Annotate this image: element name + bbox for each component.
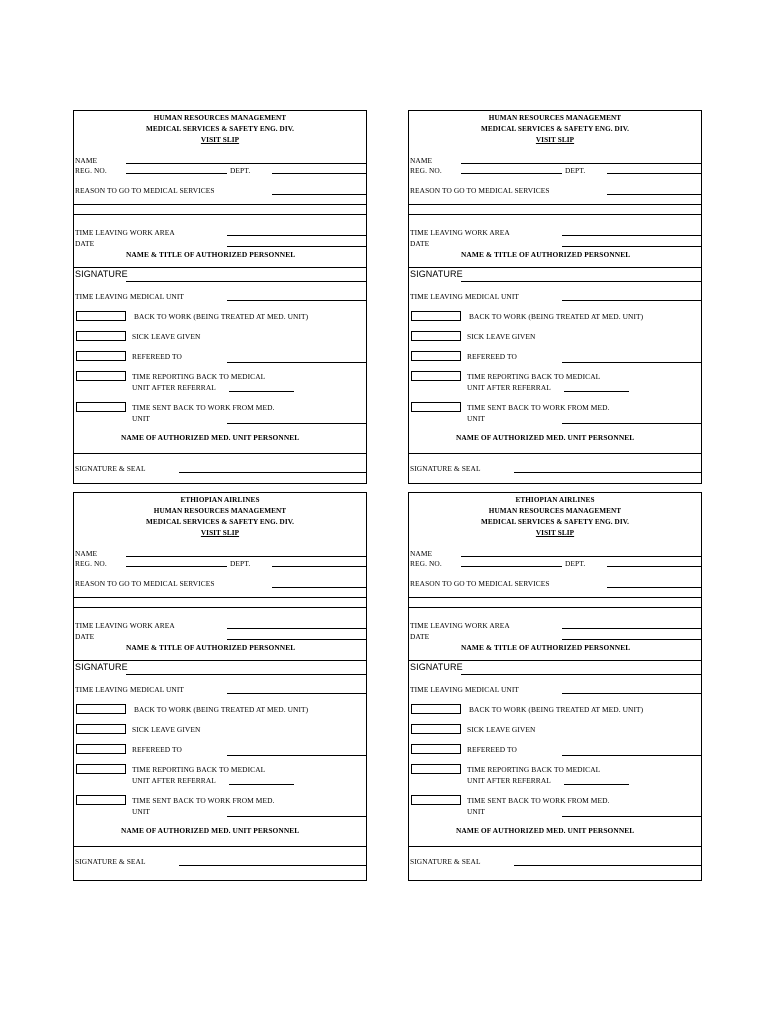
dept-label: DEPT.	[230, 166, 251, 175]
signature-seal-label: SIGNATURE & SEAL	[75, 464, 146, 473]
med-unit-personnel-field[interactable]	[74, 453, 366, 454]
date-label: DATE	[75, 239, 95, 248]
reason-line-2[interactable]	[74, 597, 366, 598]
signature-seal-field[interactable]	[514, 472, 701, 473]
reg-no-label: REG. NO.	[410, 166, 442, 175]
back-to-work-label: BACK TO WORK (BEING TREATED AT MED. UNIT)	[469, 705, 644, 714]
department-title: MEDICAL SERVICES & SAFETY ENG. DIV.	[480, 125, 630, 133]
dept-label: DEPT.	[565, 166, 586, 175]
signature-seal-field[interactable]	[179, 865, 366, 866]
time-reporting-label: TIME REPORTING BACK TO MEDICAL	[132, 372, 266, 381]
authorized-personnel-label: NAME & TITLE OF AUTHORIZED PERSONNEL	[126, 250, 296, 259]
time-sent-label: TIME SENT BACK TO WORK FROM MED.	[467, 796, 610, 805]
signature-seal-label: SIGNATURE & SEAL	[75, 857, 146, 866]
time-sent-checkbox[interactable]	[411, 795, 461, 805]
signature-label: SIGNATURE	[75, 269, 128, 279]
time-sent-label-2: UNIT	[467, 414, 486, 423]
time-sent-checkbox[interactable]	[76, 402, 126, 412]
med-unit-personnel-label: NAME OF AUTHORIZED MED. UNIT PERSONNEL	[456, 826, 635, 835]
date-field[interactable]	[227, 639, 366, 640]
division-title: HUMAN RESOURCES MANAGEMENT	[153, 507, 287, 515]
name-field[interactable]	[126, 163, 366, 164]
back-to-work-label: BACK TO WORK (BEING TREATED AT MED. UNIT)	[134, 312, 309, 321]
back-to-work-checkbox[interactable]	[76, 311, 126, 321]
visit-slip-top-left	[73, 110, 367, 484]
visit-slip-bottom-left	[73, 492, 367, 881]
referred-to-label: REFEREED TO	[132, 352, 182, 361]
reason-line-3[interactable]	[409, 214, 701, 215]
reason-line-2[interactable]	[74, 204, 366, 205]
authorized-personnel-field[interactable]	[74, 267, 366, 268]
reg-no-field[interactable]	[126, 566, 227, 567]
signature-label: SIGNATURE	[410, 662, 463, 672]
time-leaving-work-field[interactable]	[562, 628, 701, 629]
date-field[interactable]	[562, 639, 701, 640]
dept-field[interactable]	[272, 173, 366, 174]
date-label: DATE	[75, 632, 95, 641]
authorized-personnel-field[interactable]	[74, 660, 366, 661]
reg-no-label: REG. NO.	[75, 559, 107, 568]
time-reporting-field[interactable]	[229, 784, 294, 785]
authorized-personnel-field[interactable]	[409, 267, 701, 268]
authorized-personnel-label: NAME & TITLE OF AUTHORIZED PERSONNEL	[461, 643, 631, 652]
time-reporting-label-2: UNIT AFTER REFERRAL	[467, 383, 551, 392]
dept-label: DEPT.	[230, 559, 251, 568]
sick-leave-checkbox[interactable]	[411, 331, 461, 341]
department-title: MEDICAL SERVICES & SAFETY ENG. DIV.	[480, 518, 630, 526]
sick-leave-label: SICK LEAVE GIVEN	[132, 332, 201, 341]
referred-to-label: REFEREED TO	[467, 352, 517, 361]
time-leaving-medical-field[interactable]	[227, 693, 366, 694]
signature-field[interactable]	[461, 674, 701, 675]
time-leaving-work-field[interactable]	[227, 235, 366, 236]
dept-field[interactable]	[272, 566, 366, 567]
time-leaving-work-label: TIME LEAVING WORK AREA	[410, 228, 510, 237]
visit-slip-top-right	[408, 110, 702, 484]
time-reporting-checkbox[interactable]	[76, 764, 126, 774]
form-title: VISIT SLIP	[200, 529, 240, 537]
name-field[interactable]	[461, 556, 701, 557]
time-leaving-work-label: TIME LEAVING WORK AREA	[410, 621, 510, 630]
form-title: VISIT SLIP	[200, 136, 240, 144]
time-reporting-field[interactable]	[564, 784, 629, 785]
referred-to-field[interactable]	[227, 755, 366, 756]
visit-slip-bottom-right	[408, 492, 702, 881]
time-leaving-medical-label: TIME LEAVING MEDICAL UNIT	[410, 292, 520, 301]
signature-seal-label: SIGNATURE & SEAL	[410, 464, 481, 473]
referred-to-checkbox[interactable]	[76, 351, 126, 361]
signature-seal-field[interactable]	[179, 472, 366, 473]
reason-label: REASON TO GO TO MEDICAL SERVICES	[75, 186, 215, 195]
back-to-work-checkbox[interactable]	[411, 704, 461, 714]
reason-field[interactable]	[607, 587, 701, 588]
med-unit-personnel-field[interactable]	[409, 453, 701, 454]
time-leaving-work-label: TIME LEAVING WORK AREA	[75, 621, 175, 630]
date-field[interactable]	[562, 246, 701, 247]
name-label: NAME	[75, 549, 98, 558]
referred-to-checkbox[interactable]	[411, 744, 461, 754]
time-sent-label-2: UNIT	[132, 807, 151, 816]
time-reporting-label-2: UNIT AFTER REFERRAL	[132, 776, 216, 785]
time-sent-checkbox[interactable]	[76, 795, 126, 805]
time-sent-label: TIME SENT BACK TO WORK FROM MED.	[132, 403, 275, 412]
sick-leave-label: SICK LEAVE GIVEN	[467, 332, 536, 341]
referred-to-checkbox[interactable]	[411, 351, 461, 361]
time-reporting-field[interactable]	[564, 391, 629, 392]
reason-field[interactable]	[272, 587, 366, 588]
reason-line-3[interactable]	[74, 214, 366, 215]
time-sent-label-2: UNIT	[132, 414, 151, 423]
dept-label: DEPT.	[565, 559, 586, 568]
division-title: HUMAN RESOURCES MANAGEMENT	[153, 114, 287, 122]
company-name: ETHIOPIAN AIRLINES	[515, 496, 595, 504]
referred-to-label: REFEREED TO	[467, 745, 517, 754]
med-unit-personnel-label: NAME OF AUTHORIZED MED. UNIT PERSONNEL	[456, 433, 635, 442]
reg-no-field[interactable]	[461, 173, 562, 174]
signature-field[interactable]	[126, 674, 366, 675]
time-leaving-medical-field[interactable]	[227, 300, 366, 301]
referred-to-field[interactable]	[562, 755, 701, 756]
authorized-personnel-field[interactable]	[409, 660, 701, 661]
reg-no-field[interactable]	[126, 173, 227, 174]
time-reporting-checkbox[interactable]	[76, 371, 126, 381]
time-reporting-label: TIME REPORTING BACK TO MEDICAL	[467, 765, 601, 774]
time-leaving-work-field[interactable]	[227, 628, 366, 629]
referred-to-field[interactable]	[227, 362, 366, 363]
time-leaving-medical-field[interactable]	[562, 693, 701, 694]
dept-field[interactable]	[607, 173, 701, 174]
referred-to-checkbox[interactable]	[76, 744, 126, 754]
signature-field[interactable]	[461, 281, 701, 282]
back-to-work-checkbox[interactable]	[411, 311, 461, 321]
signature-label: SIGNATURE	[410, 269, 463, 279]
reason-label: REASON TO GO TO MEDICAL SERVICES	[410, 579, 550, 588]
back-to-work-label: BACK TO WORK (BEING TREATED AT MED. UNIT)	[134, 705, 309, 714]
time-sent-checkbox[interactable]	[411, 402, 461, 412]
med-unit-personnel-field[interactable]	[409, 846, 701, 847]
time-sent-label: TIME SENT BACK TO WORK FROM MED.	[467, 403, 610, 412]
time-reporting-checkbox[interactable]	[411, 764, 461, 774]
signature-seal-field[interactable]	[514, 865, 701, 866]
form-title: VISIT SLIP	[535, 136, 575, 144]
time-reporting-label: TIME REPORTING BACK TO MEDICAL	[132, 765, 266, 774]
date-label: DATE	[410, 632, 430, 641]
division-title: HUMAN RESOURCES MANAGEMENT	[488, 114, 622, 122]
division-title: HUMAN RESOURCES MANAGEMENT	[488, 507, 622, 515]
time-reporting-field[interactable]	[229, 391, 294, 392]
time-reporting-label-2: UNIT AFTER REFERRAL	[467, 776, 551, 785]
time-leaving-medical-field[interactable]	[562, 300, 701, 301]
name-label: NAME	[410, 549, 433, 558]
time-reporting-label-2: UNIT AFTER REFERRAL	[132, 383, 216, 392]
date-field[interactable]	[227, 246, 366, 247]
reason-line-3[interactable]	[74, 607, 366, 608]
signature-field[interactable]	[126, 281, 366, 282]
time-sent-field[interactable]	[562, 816, 701, 817]
name-field[interactable]	[126, 556, 366, 557]
back-to-work-checkbox[interactable]	[76, 704, 126, 714]
sick-leave-label: SICK LEAVE GIVEN	[132, 725, 201, 734]
authorized-personnel-label: NAME & TITLE OF AUTHORIZED PERSONNEL	[461, 250, 631, 259]
name-label: NAME	[410, 156, 433, 165]
sick-leave-checkbox[interactable]	[76, 724, 126, 734]
time-sent-field[interactable]	[562, 423, 701, 424]
reason-line-3[interactable]	[409, 607, 701, 608]
time-sent-label: TIME SENT BACK TO WORK FROM MED.	[132, 796, 275, 805]
time-leaving-medical-label: TIME LEAVING MEDICAL UNIT	[75, 685, 185, 694]
name-field[interactable]	[461, 163, 701, 164]
form-title: VISIT SLIP	[535, 529, 575, 537]
time-sent-field[interactable]	[227, 816, 366, 817]
referred-to-label: REFEREED TO	[132, 745, 182, 754]
reason-line-2[interactable]	[409, 597, 701, 598]
department-title: MEDICAL SERVICES & SAFETY ENG. DIV.	[145, 518, 295, 526]
reg-no-label: REG. NO.	[75, 166, 107, 175]
sick-leave-checkbox[interactable]	[411, 724, 461, 734]
signature-label: SIGNATURE	[75, 662, 128, 672]
reason-label: REASON TO GO TO MEDICAL SERVICES	[410, 186, 550, 195]
time-leaving-work-label: TIME LEAVING WORK AREA	[75, 228, 175, 237]
dept-field[interactable]	[607, 566, 701, 567]
time-reporting-label: TIME REPORTING BACK TO MEDICAL	[467, 372, 601, 381]
reason-line-2[interactable]	[409, 204, 701, 205]
reason-field[interactable]	[272, 194, 366, 195]
reg-no-label: REG. NO.	[410, 559, 442, 568]
time-leaving-medical-label: TIME LEAVING MEDICAL UNIT	[75, 292, 185, 301]
sick-leave-checkbox[interactable]	[76, 331, 126, 341]
department-title: MEDICAL SERVICES & SAFETY ENG. DIV.	[145, 125, 295, 133]
time-leaving-work-field[interactable]	[562, 235, 701, 236]
authorized-personnel-label: NAME & TITLE OF AUTHORIZED PERSONNEL	[126, 643, 296, 652]
back-to-work-label: BACK TO WORK (BEING TREATED AT MED. UNIT)	[469, 312, 644, 321]
time-reporting-checkbox[interactable]	[411, 371, 461, 381]
med-unit-personnel-field[interactable]	[74, 846, 366, 847]
time-sent-field[interactable]	[227, 423, 366, 424]
reg-no-field[interactable]	[461, 566, 562, 567]
reason-label: REASON TO GO TO MEDICAL SERVICES	[75, 579, 215, 588]
referred-to-field[interactable]	[562, 362, 701, 363]
time-sent-label-2: UNIT	[467, 807, 486, 816]
sick-leave-label: SICK LEAVE GIVEN	[467, 725, 536, 734]
date-label: DATE	[410, 239, 430, 248]
time-leaving-medical-label: TIME LEAVING MEDICAL UNIT	[410, 685, 520, 694]
med-unit-personnel-label: NAME OF AUTHORIZED MED. UNIT PERSONNEL	[121, 433, 300, 442]
company-name: ETHIOPIAN AIRLINES	[180, 496, 260, 504]
med-unit-personnel-label: NAME OF AUTHORIZED MED. UNIT PERSONNEL	[121, 826, 300, 835]
signature-seal-label: SIGNATURE & SEAL	[410, 857, 481, 866]
name-label: NAME	[75, 156, 98, 165]
reason-field[interactable]	[607, 194, 701, 195]
